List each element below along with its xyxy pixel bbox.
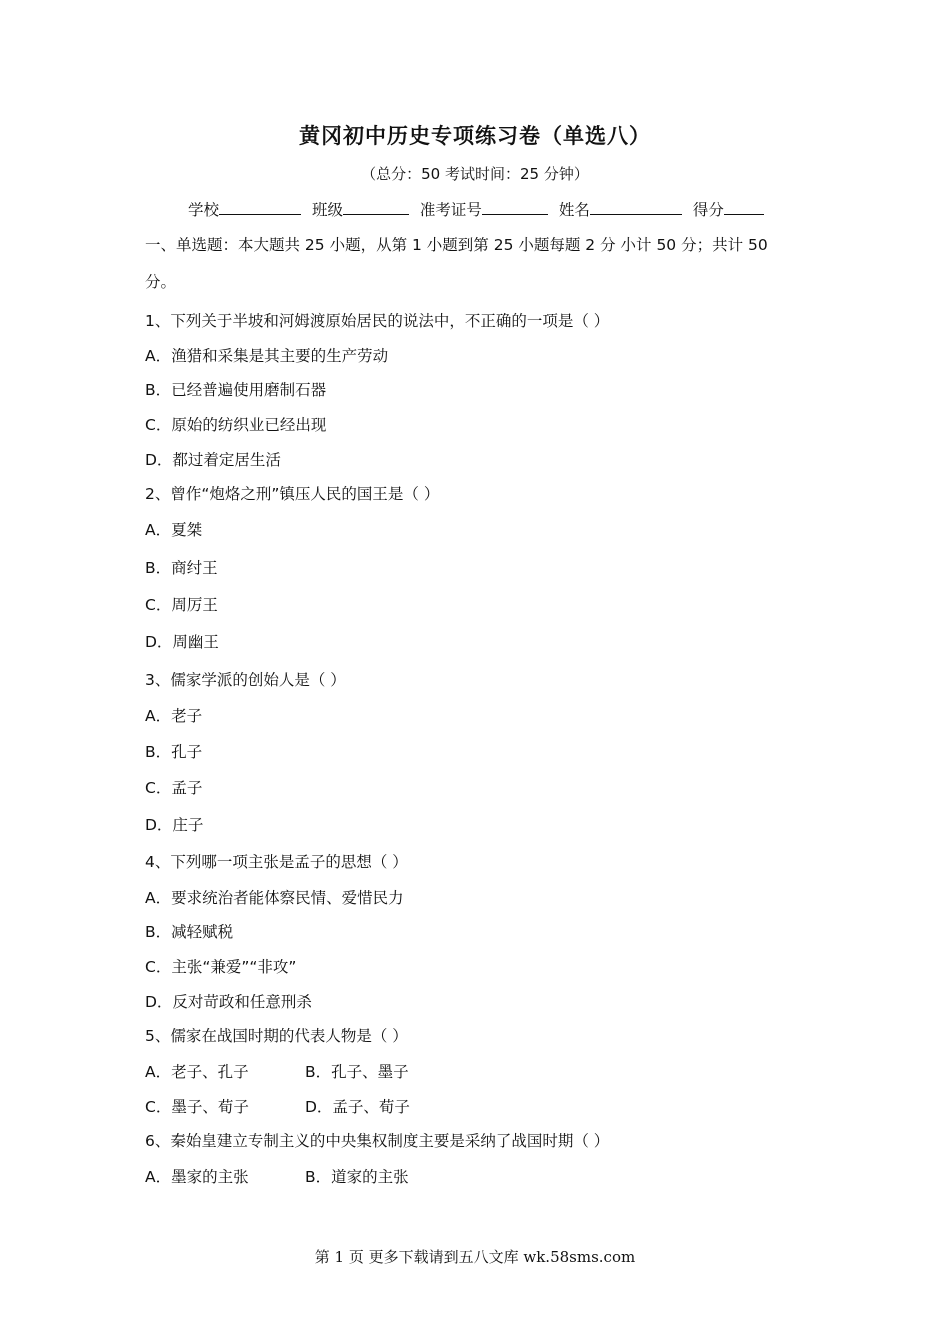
question-2-option-a: A．夏桀 xyxy=(145,521,203,539)
page-title: 黄冈初中历史专项练习卷（单选八） xyxy=(299,124,651,148)
question-1-option-d: D．都过着定居生活 xyxy=(145,451,281,469)
question-4-option-b: B．减轻赋税 xyxy=(145,923,234,941)
question-5-option-b: B．孔子、墨子 xyxy=(305,1063,409,1081)
question-6-option-b: B．道家的主张 xyxy=(305,1168,409,1186)
question-5-option-d: D．孟子、荀子 xyxy=(305,1098,410,1116)
exam-subtitle: （总分：50 考试时间：25 分钟） xyxy=(361,165,589,183)
instruction-line-2: 分。 xyxy=(145,273,177,291)
question-1-option-a: A．渔猎和采集是其主要的生产劳动 xyxy=(145,347,389,365)
question-2-stem: 2、曾作“炮烙之刑”镇压人民的国王是（ ） xyxy=(145,485,440,503)
page-footer: 第 1 页 更多下载请到五八文库 wk.58sms.com xyxy=(314,1248,636,1266)
question-4-option-a: A．要求统治者能体察民情、爱惜民力 xyxy=(145,889,404,907)
question-2-option-c: C．周厉王 xyxy=(145,596,218,614)
question-5-stem: 5、儒家在战国时期的代表人物是（ ） xyxy=(145,1027,408,1045)
question-6-option-a: A．墨家的主张 xyxy=(145,1168,249,1186)
instruction-line-1: 一、单选题：本大题共 25 小题，从第 1 小题到第 25 小题每题 2 分 小计 50 分；共计 50 xyxy=(145,236,768,254)
question-3-option-b: B．孔子 xyxy=(145,743,203,761)
question-1-option-c: C．原始的纺织业已经出现 xyxy=(145,416,327,434)
question-3-option-c: C．孟子 xyxy=(145,779,203,797)
ticket-blank xyxy=(482,198,548,215)
name-label: 姓名 xyxy=(558,201,590,219)
score-label: 得分 xyxy=(692,201,724,219)
question-5-option-a: A．老子、孔子 xyxy=(145,1063,249,1081)
question-3-stem: 3、儒家学派的创始人是（ ） xyxy=(145,671,346,689)
question-4-option-c: C．主张“兼爱”“非攻” xyxy=(145,958,297,976)
question-2-option-b: B．商纣王 xyxy=(145,559,218,577)
school-blank xyxy=(219,198,301,215)
question-3-option-d: D．庄子 xyxy=(145,816,204,834)
question-5-option-c: C．墨子、荀子 xyxy=(145,1098,249,1116)
school-label: 学校 xyxy=(188,201,220,219)
question-6-options-row-1 xyxy=(145,1165,409,1187)
question-1-stem: 1、下列关于半坡和河姆渡原始居民的说法中，不正确的一项是（ ） xyxy=(145,312,610,330)
question-2-option-d: D．周幽王 xyxy=(145,633,219,651)
question-5-options-row-2 xyxy=(145,1095,410,1117)
question-6-stem: 6、秦始皇建立专制主义的中央集权制度主要是采纳了战国时期（ ） xyxy=(145,1132,610,1150)
question-4-stem: 4、下列哪一项主张是孟子的思想（ ） xyxy=(145,853,408,871)
question-5-options-row-1 xyxy=(145,1060,409,1082)
ticket-label: 准考证号 xyxy=(419,201,482,219)
question-1-option-b: B．已经普遍使用磨制石器 xyxy=(145,381,327,399)
class-label: 班级 xyxy=(311,201,343,219)
question-3-option-a: A．老子 xyxy=(145,707,203,725)
score-blank xyxy=(724,198,764,215)
class-blank xyxy=(343,198,409,215)
name-blank xyxy=(590,198,682,215)
student-info-row xyxy=(188,198,770,220)
question-4-option-d: D．反对苛政和任意刑杀 xyxy=(145,993,312,1011)
